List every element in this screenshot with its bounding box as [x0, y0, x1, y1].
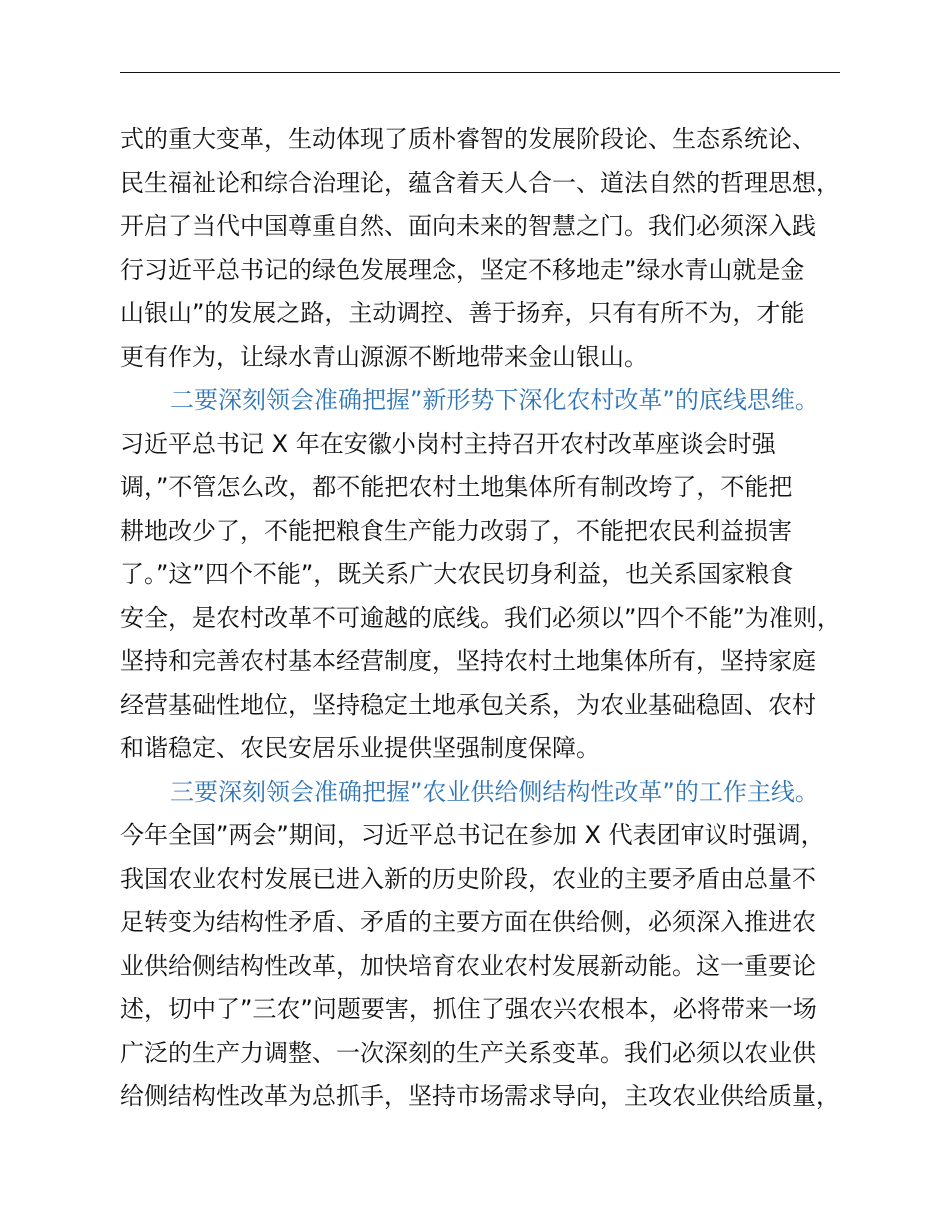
- body-line: 和谐稳定、农民安居乐业提供坚强制度保障。: [120, 734, 600, 762]
- body-line: 我国农业农村发展已进入新的历史阶段，农业的主要矛盾由总量不: [120, 864, 816, 893]
- body-line: 式的重大变革，生动体现了质朴睿智的发展阶段论、生态系统论、: [120, 125, 816, 153]
- body-line: 述，切中了”三农”问题要害，抓住了强农兴农根本，必将带来一场: [120, 995, 817, 1023]
- body-line: 经营基础性地位，坚持稳定土地承包关系，为农业基础稳固、农村: [120, 690, 816, 719]
- section-heading-two: 二要深刻领会准确把握”新形势下深化农村改革”的底线思维。: [170, 386, 819, 414]
- body-line: 民生福祉论和综合治理论，蕴含着天人合一、道法自然的哲理思想，: [120, 168, 840, 197]
- body-line: 行习近平总书记的绿色发展理念，坚定不移地走”绿水青山就是金: [120, 255, 805, 284]
- body-line: 了。”这”四个不能”，既关系广大农民切身利益，也关系国家粮食: [120, 560, 794, 588]
- body-line: 更有作为，让绿水青山源源不断地带来金山银山。: [120, 342, 648, 371]
- body-line: 山银山”的发展之路，主动调控、善于扬弃，只有有所不为，才能: [120, 299, 805, 327]
- body-line: 调，”不管怎么改，都不能把农村土地集体所有制改垮了，不能把: [120, 473, 793, 501]
- body-line: 坚持和完善农村基本经营制度，坚持农村土地集体所有，坚持家庭: [120, 647, 816, 675]
- body-line: 业供给侧结构性改革，加快培育农业农村发展新动能。这一重要论: [120, 951, 816, 980]
- body-line: 给侧结构性改革为总抓手，坚持市场需求导向，主攻农业供给质量，: [120, 1082, 840, 1110]
- section-heading-three: 三要深刻领会准确把握”农业供给侧结构性改革”的工作主线。: [170, 777, 819, 806]
- body-line: 习近平总书记 X 年在安徽小岗村主持召开农村改革座谈会时强: [120, 429, 776, 458]
- body-line: 耕地改少了，不能把粮食生产能力改弱了，不能把农民利益损害: [120, 516, 792, 545]
- body-line: 开启了当代中国尊重自然、面向未来的智慧之门。我们必须深入践: [120, 212, 816, 240]
- document-body: [120, 118, 860, 1119]
- body-line: 足转变为结构性矛盾、矛盾的主要方面在供给侧，必须深入推进农: [120, 908, 816, 936]
- body-line: 广泛的生产力调整、一次深刻的生产关系变革。我们必须以农业供: [120, 1038, 816, 1067]
- body-line: 安全，是农村改革不可逾越的底线。我们必须以”四个不能”为准则，: [120, 603, 841, 632]
- header-rule: [120, 72, 840, 73]
- body-line: 今年全国”两会”期间，习近平总书记在参加 X 代表团审议时强调，: [120, 821, 825, 849]
